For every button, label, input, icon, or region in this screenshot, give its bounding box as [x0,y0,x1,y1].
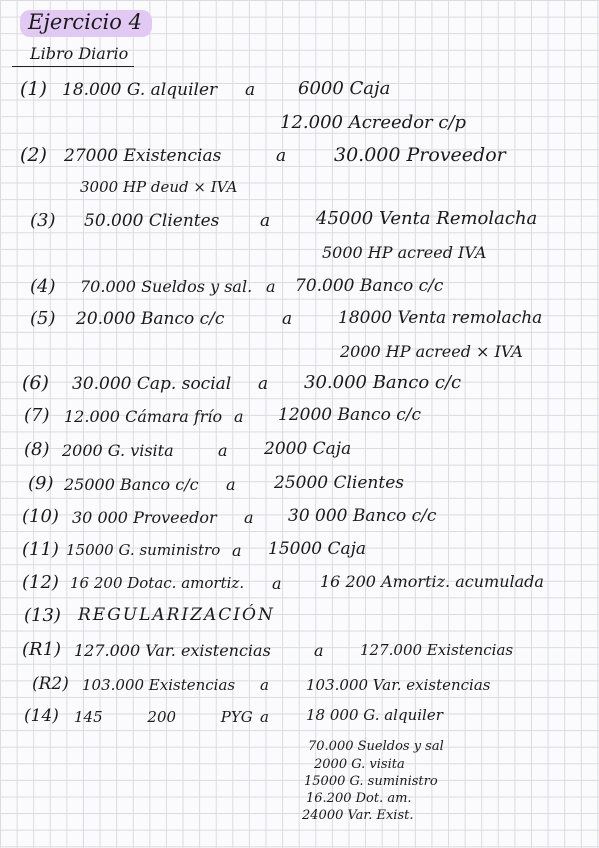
entry-number: (14) [24,706,59,726]
entry-debit: 30.000 Cap. social [72,374,232,394]
entry-credit: 18000 Venta remolacha [338,308,543,328]
entry-number: (R1) [22,639,62,660]
entry-credit: 25000 Clientes [274,473,404,493]
entry-number: (4) [30,276,56,297]
entry-credit: 12000 Banco c/c [278,405,421,425]
entry-number: (2) [20,144,47,166]
entry-debit: 2000 G. visita [62,441,174,460]
entry-credit-extra: 2000 HP acreed × IVA [340,342,523,361]
entry-credit: 30 000 Banco c/c [288,506,437,526]
entry-a: a [232,541,242,560]
entry-debit: 50.000 Clientes [84,211,220,231]
closing-line: 2000 G. visita [314,757,405,772]
entry-a: a [272,574,282,593]
entry-number: (12) [22,572,59,593]
entry-a: a [276,146,287,166]
entry-a: a [266,277,276,296]
entry-number: (5) [30,308,56,329]
entry-credit: 103.000 Var. existencias [306,676,491,694]
entry-number: (13) [24,605,61,626]
entry-number: (10) [22,506,59,527]
entry-credit: 6000 Caja [298,78,391,99]
entry-debit: 27000 Existencias [64,146,222,166]
entry-debit-extra: 3000 HP deud × IVA [80,178,238,196]
entry-a: a [282,309,293,329]
entry-number: (11) [22,539,59,560]
closing-line: 70.000 Sueldos y sal [308,739,444,754]
entry-debit: 20.000 Banco c/c [76,309,225,329]
entry-debit: 15000 G. suministro [66,541,221,559]
entry-debit: 103.000 Existencias [82,676,236,694]
entry-a: a [226,475,236,494]
entry-debit: 70.000 Sueldos y sal. [80,277,253,296]
entry-credit: 16 200 Amortiz. acumulada [320,572,544,591]
entry-credit: 70.000 Banco c/c [295,276,444,296]
entry-number: (3) [30,210,56,231]
entry-debit: 12.000 Cámara frío [64,407,223,426]
entry-debit: 127.000 Var. existencias [74,641,271,660]
entry-number: (1) [20,78,47,100]
entry-credit-extra: 12.000 Acreedor c/p [280,112,467,133]
entry-a: a [218,441,228,460]
page-subtitle: Libro Diario [30,44,129,63]
closing-line: 24000 Var. Exist. [302,808,414,823]
entry-credit: 30.000 Proveedor [334,144,506,166]
entry-number: (6) [22,372,49,394]
entry-a: a [234,407,244,426]
entry-a: a [245,80,256,100]
section-heading: REGULARIZACIÓN [78,605,275,625]
page-title: Ejercicio 4 [20,10,152,37]
entry-credit: 45000 Venta Remolacha [316,208,538,229]
entry-a: a [260,708,269,726]
entry-number: (7) [24,405,50,426]
entry-a: a [258,374,269,394]
entry-number: (9) [28,473,54,494]
entry-debit: 25000 Banco c/c [64,475,199,494]
subtitle-underline [12,66,134,67]
entry-a: a [260,676,269,694]
entry-credit: 2000 Caja [264,439,352,459]
entry-a: a [260,211,271,231]
entry-debit: 30 000 Proveedor [72,508,217,527]
entry-debit: 16 200 Dotac. amortiz. [70,574,245,592]
closing-line: 15000 G. suministro [304,774,438,789]
entry-credit: 18 000 G. alquiler [306,706,443,724]
entry-credit: 30.000 Banco c/c [304,372,462,393]
entry-debit: 18.000 G. alquiler [62,80,218,100]
entry-a: a [314,641,324,660]
entry-number: (8) [24,439,50,460]
closing-line: 16.200 Dot. am. [306,791,412,806]
entry-a: a [244,508,254,527]
entry-credit: 127.000 Existencias [360,641,514,659]
entry-debit: 145 200 PYG [74,708,253,726]
entry-credit: 15000 Caja [268,539,367,559]
entry-credit-extra: 5000 HP acreed IVA [322,243,487,262]
entry-number: (R2) [32,674,69,694]
